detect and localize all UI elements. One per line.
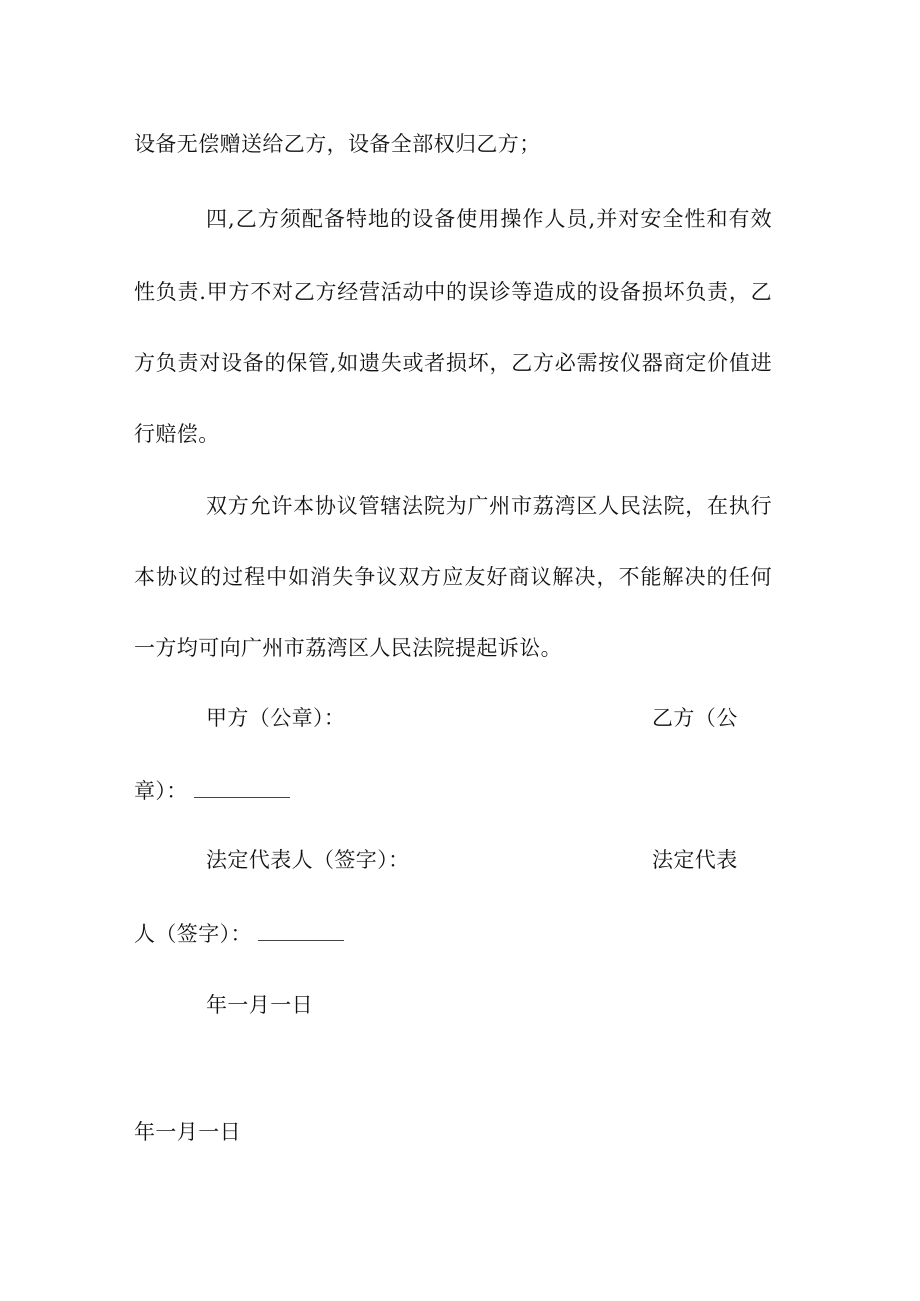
rep-b-label-start: 法定代表	[652, 848, 738, 872]
party-b-seal-line	[134, 777, 290, 803]
party-a-seal-label: 甲方（公章）：	[206, 706, 346, 730]
date-party-b: 年一月一日	[134, 1120, 241, 1144]
rep-a-label: 法定代表人（签字）：	[206, 848, 410, 872]
text-line-7: 本协议的过程中如消失争议双方应友好商议解决，不能解决的任何	[134, 565, 772, 589]
text-line-4: 方负责对设备的保管,如遗失或者损坏，乙方必需按仪器商定价值进	[134, 351, 772, 375]
text-line-5: 行赔偿。	[134, 422, 220, 446]
text-line-6: 双方允许本协议管辖法院为广州市荔湾区人民法院，在执行	[206, 494, 772, 518]
text-line-3: 性负责.甲方不对乙方经营活动中的误诊等造成的设备损坏负责，乙	[134, 280, 772, 304]
party-b-seal-label-end: 章）：	[134, 779, 188, 803]
date-party-a: 年一月一日	[206, 993, 313, 1017]
rep-b-signature-blank[interactable]	[258, 920, 344, 941]
text-line-8: 一方均可向广州市荔湾区人民法院提起诉讼。	[134, 636, 562, 660]
text-line-1: 设备无偿赠送给乙方，设备全部权归乙方；	[134, 132, 541, 156]
rep-b-line	[134, 920, 344, 946]
text-line-2: 四,乙方须配备特地的设备使用操作人员,并对安全性和有效	[206, 207, 772, 231]
party-b-seal-label-start: 乙方（公	[652, 706, 738, 730]
rep-b-label-end: 人（签字）：	[134, 922, 252, 946]
party-b-seal-blank[interactable]	[194, 777, 290, 798]
